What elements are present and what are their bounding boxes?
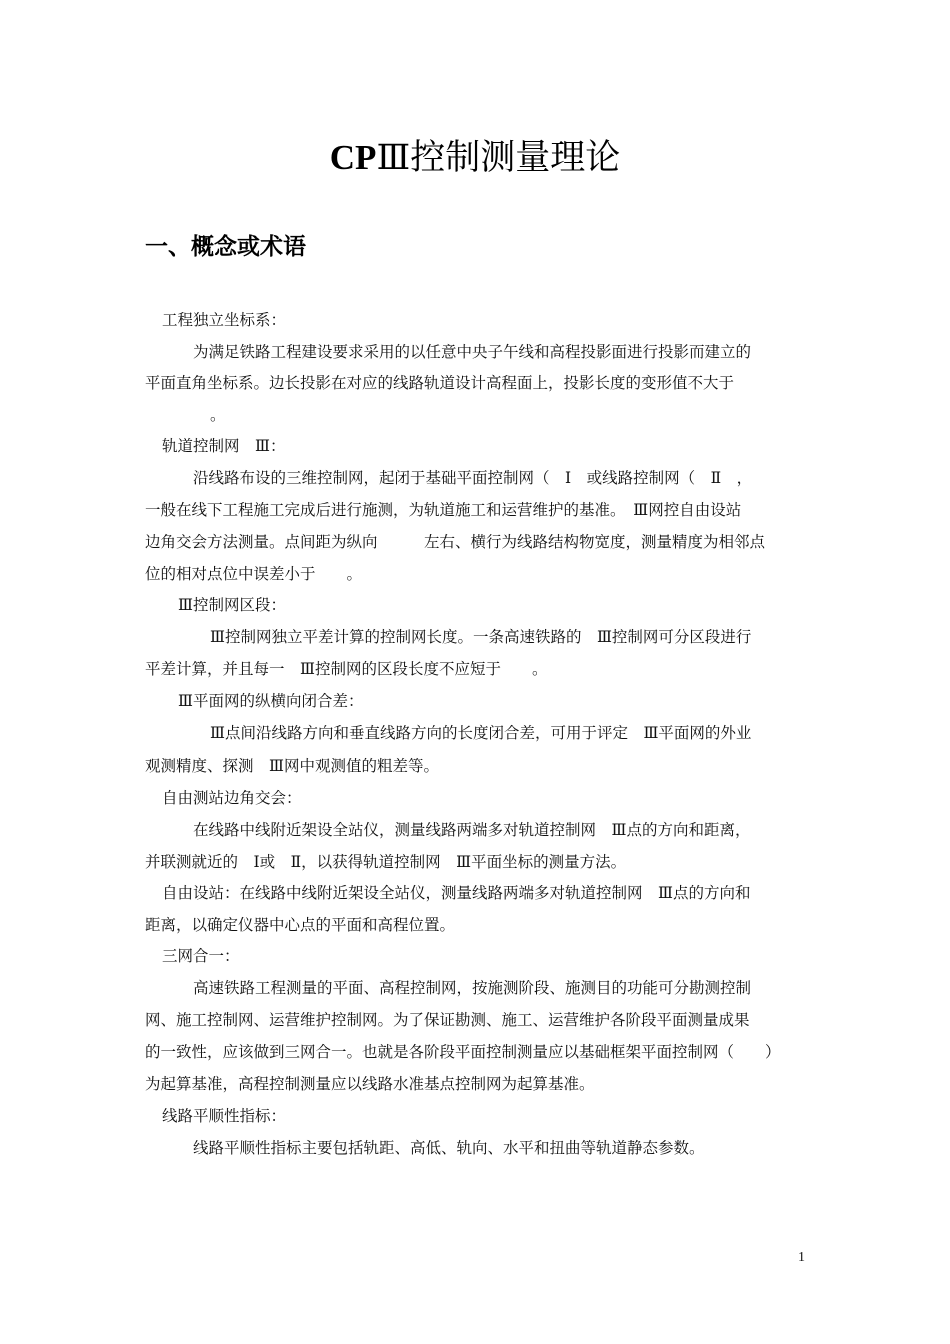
paragraph-line: 距离，以确定仪器中心点的平面和高程位置。	[145, 916, 456, 934]
term-heading: 自由设站：在线路中线附近架设全站仪，测量线路两端多对轨道控制网 Ⅲ点的方向和	[162, 884, 751, 902]
paragraph-line: 边角交会方法测量。点间距为纵向 左右、横行为线路结构物宽度，测量精度为相邻点	[145, 533, 766, 551]
page-number: 1	[798, 1250, 805, 1265]
paragraph-line: 为满足铁路工程建设要求采用的以任意中央子午线和高程投影面进行投影而建立的	[193, 343, 752, 361]
paragraph-line: 位的相对点位中误差小于 。	[145, 565, 363, 583]
term-heading: Ⅲ控制网区段：	[178, 596, 286, 614]
term-heading: Ⅲ平面网的纵横向闭合差：	[178, 692, 364, 710]
paragraph-line: 并联测就近的 Ⅰ或 Ⅱ，以获得轨道控制网 Ⅲ平面坐标的测量方法。	[145, 853, 627, 871]
term-heading: 线路平顺性指标：	[162, 1107, 287, 1125]
paragraph-line: 平面直角坐标系。边长投影在对应的线路轨道设计高程面上，投影长度的变形值不大于	[145, 374, 735, 392]
paragraph-line: 平差计算，并且每一 Ⅲ控制网的区段长度不应短于 。	[145, 660, 548, 678]
paragraph-line: Ⅲ点间沿线路方向和垂直线路方向的长度闭合差，可用于评定 Ⅲ平面网的外业	[210, 724, 752, 742]
document-title	[0, 132, 950, 184]
paragraph-line: 的一致性，应该做到三网合一。也就是各阶段平面控制测量应以基础框架平面控制网（ ）	[145, 1043, 781, 1061]
term-heading: 三网合一：	[162, 947, 240, 965]
title-rest: Ⅲ控制测量理论	[376, 138, 621, 178]
paragraph-line: 沿线路布设的三维控制网，起闭于基础平面控制网（ Ⅰ 或线路控制网（ Ⅱ ，	[193, 469, 753, 487]
paragraph-line: 高速铁路工程测量的平面、高程控制网，按施测阶段、施测目的功能可分勘测控制	[193, 979, 752, 997]
paragraph-line: 一般在线下工程施工完成后进行施测，为轨道施工和运营维护的基准。 Ⅲ网控自由设站	[145, 501, 742, 519]
term-heading: 轨道控制网 Ⅲ：	[162, 437, 286, 455]
title-latin: CP	[329, 138, 377, 177]
paragraph-line: 在线路中线附近架设全站仪，测量线路两端多对轨道控制网 Ⅲ点的方向和距离，	[193, 821, 751, 839]
section-heading: 一、概念或术语	[145, 234, 306, 260]
paragraph-line: 网、施工控制网、运营维护控制网。为了保证勘测、施工、运营维护各阶段平面测量成果	[145, 1011, 750, 1029]
paragraph-line: 为起算基准，高程控制测量应以线路水准基点控制网为起算基准。	[145, 1075, 595, 1093]
paragraph-line: 线路平顺性指标主要包括轨距、高低、轨向、水平和扭曲等轨道静态参数。	[193, 1139, 705, 1157]
term-heading: 工程独立坐标系：	[162, 311, 287, 329]
paragraph-line: 。	[210, 406, 226, 424]
paragraph-line: 观测精度、探测 Ⅲ网中观测值的粗差等。	[145, 757, 439, 775]
paragraph-line: Ⅲ控制网独立平差计算的控制网长度。一条高速铁路的 Ⅲ控制网可分区段进行	[210, 628, 752, 646]
term-heading: 自由测站边角交会：	[162, 789, 302, 807]
